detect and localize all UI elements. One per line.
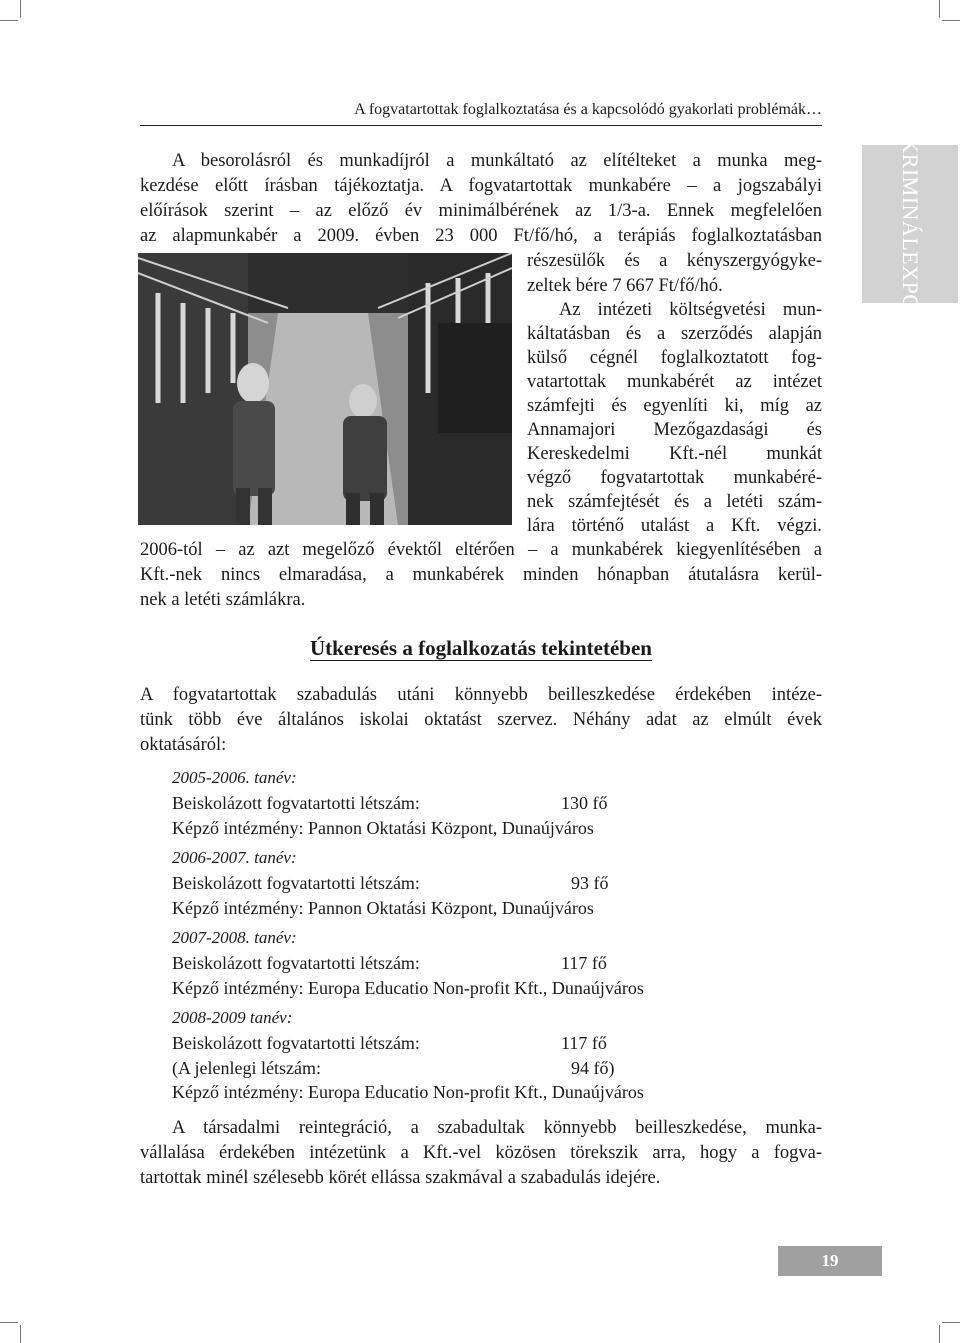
text-line: káltatásban és a szerződés alapján [527,324,822,344]
page-number-box [778,1246,882,1276]
text-line: számfejti és egyenlíti ki, míg az [527,396,822,416]
crop-mark [942,1322,960,1323]
text-line: vatartottak munkabérét az intézet [527,372,822,392]
text-line: az alapmunkabér a 2009. évben 23 000 Ft/fő/hó, a terápiás foglalkoztatásban [140,226,822,246]
crop-mark [0,1322,18,1323]
enrolled-label: Beiskolázott fogvatartotti létszám: [172,953,420,973]
text-line: Kereskedelmi Kft.-nél munkát [527,444,822,464]
text-line: külső cégnél foglalkoztatott fog- [527,348,822,368]
text-line: nek a letéti számlákra. [140,590,306,610]
text-line: előírások szerint – az előző év minimálbérének az 1/3-a. Ennek megfelelően [140,201,822,221]
section-heading-text: Útkeresés a foglalkozatás tekintetében [310,636,652,660]
text-line: kezdése előtt írásban tájékoztatja. A fogvatartottak munkabére – a jogszabályi [140,176,822,196]
year-label: 2008-2009 tanév: [172,1008,293,1027]
text-line: Annamajori Mezőgazdasági és [527,420,822,440]
current-label: (A jelenlegi létszám: [172,1058,321,1078]
text-line: zeltek bére 7 667 Ft/fő/hó. [527,276,723,296]
year-label: 2007-2008. tanév: [172,928,297,947]
side-tab [862,137,958,311]
crop-mark [20,0,21,18]
text-line: 2006-tól – az azt megelőző évektől eltérően – a munkabérek kiegyenlítésében a [140,540,822,560]
running-header [140,99,822,126]
crop-mark [0,20,18,21]
text-line: nek számfejtését és a letéti szám- [527,492,822,512]
photo-illustration [138,253,512,525]
text-line: végző fogvatartottak munkabéré- [527,468,822,488]
year-label: 2006-2007. tanév: [172,848,297,867]
text-line: A besorolásról és munkadíjról a munkáltató az elítélteket a munka meg- [172,151,822,171]
crop-mark [939,1325,940,1343]
text-line: oktatásáról: [140,735,227,755]
milking-parlor-photo [138,253,512,525]
institution: Képző intézmény: Europa Educatio Non-profit Kft., Dunaújváros [172,1082,644,1102]
text-line: lára történő utalást a Kft. végzi. [527,516,822,536]
text-line: A fogvatartottak szabadulás utáni könnyebb beilleszkedése érdekében intéze- [140,685,822,705]
crop-mark [939,0,940,18]
text-line: részesülők és a kényszergyógyke- [527,251,822,271]
enrolled-value: 130 fő [561,793,608,813]
section-heading [140,636,822,661]
crop-mark [20,1325,21,1343]
enrolled-value: 117 fő [561,1033,607,1053]
text-line: vállalása érdekében intézetünk a Kft.-vel közösen törekszik arra, hogy a fogva- [140,1143,822,1163]
crop-mark [942,20,960,21]
running-title: A fogvatartottak foglalkoztatása és a kapcsolódó gyakorlati problémák… [354,101,822,118]
text-line: tünk több éve általános iskolai oktatást szervez. Néhány adat az elmúlt évek [140,710,822,730]
text-line: Kft.-nek nincs elmaradása, a munkabérek minden hónapban átutalásra kerül- [140,565,822,585]
enrolled-value: 117 fő [561,953,607,973]
text-line: Az intézeti költségvetési mun- [559,300,822,320]
institution: Képző intézmény: Pannon Oktatási Központ, Dunaújváros [172,818,594,838]
text-line: tartottak minél szélesebb körét ellássa szakmával a szabadulás idejére. [140,1168,661,1188]
institution: Képző intézmény: Pannon Oktatási Központ, Dunaújváros [172,898,594,918]
page-number: 19 [821,1251,839,1270]
side-tab-label: KRIMINÁLEXPO [898,137,923,311]
enrolled-label: Beiskolázott fogvatartotti létszám: [172,793,420,813]
text-line: A társadalmi reintegráció, a szabadultak könnyebb beilleszkedése, munka- [172,1118,822,1138]
enrolled-label: Beiskolázott fogvatartotti létszám: [172,873,420,893]
enrolled-value: 93 fő [571,873,609,893]
current-value: 94 fő) [571,1058,615,1078]
institution: Képző intézmény: Europa Educatio Non-profit Kft., Dunaújváros [172,978,644,998]
enrolled-label: Beiskolázott fogvatartotti létszám: [172,1033,420,1053]
year-label: 2005-2006. tanév: [172,768,297,787]
